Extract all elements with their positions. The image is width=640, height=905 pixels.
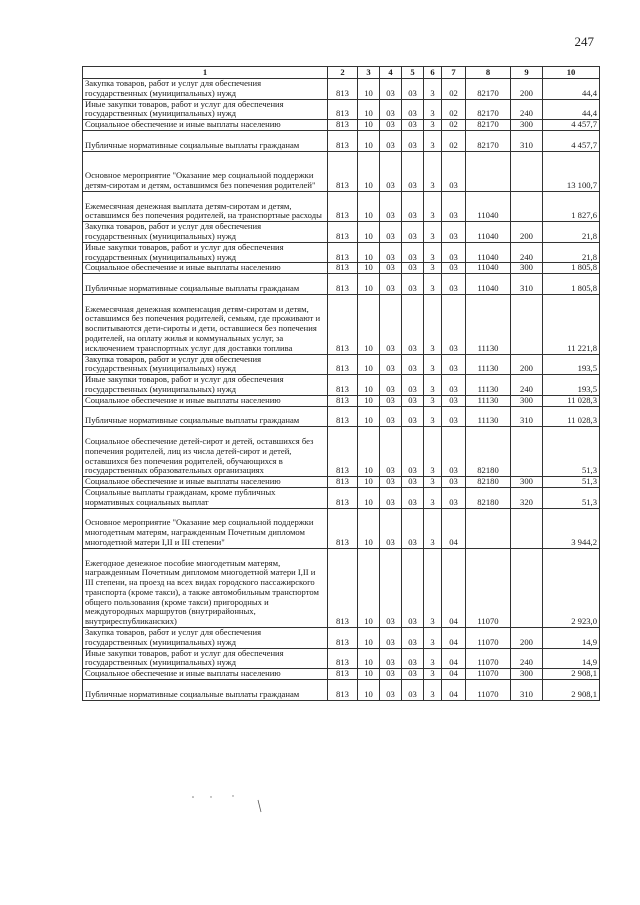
code-cell: 10 <box>358 151 380 191</box>
amount-cell: 51,3 <box>543 427 600 477</box>
code-cell: 11130 <box>466 406 511 427</box>
code-cell: 3 <box>424 191 442 221</box>
code-cell: 10 <box>358 648 380 669</box>
row-name-cell: Социальное обеспечение и иные выплаты населению <box>83 669 328 680</box>
code-cell: 03 <box>402 79 424 100</box>
code-cell: 3 <box>424 222 442 243</box>
row-name-cell: Закупка товаров, работ и услуг для обеспечения государственных (муниципальных) нужд <box>83 222 328 243</box>
code-cell: 03 <box>402 130 424 151</box>
code-cell: 03 <box>402 375 424 396</box>
code-cell: 813 <box>328 191 358 221</box>
code-cell: 300 <box>511 477 543 488</box>
code-cell: 813 <box>328 477 358 488</box>
amount-cell: 4 457,7 <box>543 120 600 131</box>
code-cell: 03 <box>442 477 466 488</box>
code-cell: 11040 <box>466 222 511 243</box>
code-cell: 03 <box>380 120 402 131</box>
code-cell: 3 <box>424 669 442 680</box>
amount-cell: 14,9 <box>543 648 600 669</box>
code-cell: 10 <box>358 406 380 427</box>
code-cell: 03 <box>402 628 424 649</box>
row-name-cell: Социальное обеспечение и иные выплаты населению <box>83 395 328 406</box>
code-cell: 813 <box>328 120 358 131</box>
code-cell: 03 <box>380 99 402 120</box>
amount-cell: 2 923,0 <box>543 548 600 627</box>
code-cell: 813 <box>328 294 358 354</box>
code-cell: 03 <box>402 508 424 548</box>
code-cell: 813 <box>328 487 358 508</box>
code-cell: 03 <box>442 242 466 263</box>
code-cell: 10 <box>358 222 380 243</box>
code-cell: 240 <box>511 242 543 263</box>
code-cell: 03 <box>442 151 466 191</box>
amount-cell: 3 944,2 <box>543 508 600 548</box>
code-cell: 813 <box>328 130 358 151</box>
code-cell: 3 <box>424 477 442 488</box>
code-cell: 03 <box>442 395 466 406</box>
code-cell: 10 <box>358 477 380 488</box>
header-cell: 8 <box>466 67 511 79</box>
code-cell: 3 <box>424 242 442 263</box>
code-cell: 03 <box>402 406 424 427</box>
code-cell: 240 <box>511 99 543 120</box>
code-cell: 03 <box>402 222 424 243</box>
code-cell: 3 <box>424 79 442 100</box>
scan-speck <box>210 796 211 797</box>
amount-cell: 1 805,8 <box>543 274 600 295</box>
amount-cell: 14,9 <box>543 628 600 649</box>
code-cell: 10 <box>358 354 380 375</box>
scan-speck <box>192 796 194 798</box>
code-cell: 03 <box>380 242 402 263</box>
code-cell: 200 <box>511 628 543 649</box>
code-cell: 3 <box>424 648 442 669</box>
amount-cell: 11 221,8 <box>543 294 600 354</box>
code-cell: 300 <box>511 263 543 274</box>
code-cell: 813 <box>328 222 358 243</box>
code-cell: 03 <box>402 274 424 295</box>
code-cell: 10 <box>358 548 380 627</box>
header-cell: 9 <box>511 67 543 79</box>
code-cell: 82180 <box>466 427 511 477</box>
code-cell: 813 <box>328 669 358 680</box>
code-cell: 03 <box>402 548 424 627</box>
header-cell: 10 <box>543 67 600 79</box>
code-cell: 3 <box>424 427 442 477</box>
code-cell: 3 <box>424 487 442 508</box>
code-cell: 03 <box>380 406 402 427</box>
code-cell: 03 <box>402 120 424 131</box>
code-cell: 03 <box>442 222 466 243</box>
code-cell: 813 <box>328 648 358 669</box>
code-cell: 200 <box>511 354 543 375</box>
code-cell: 04 <box>442 669 466 680</box>
code-cell: 03 <box>380 669 402 680</box>
code-cell: 813 <box>328 354 358 375</box>
code-cell: 10 <box>358 79 380 100</box>
code-cell: 320 <box>511 487 543 508</box>
code-cell: 04 <box>442 648 466 669</box>
code-cell: 3 <box>424 263 442 274</box>
amount-cell: 2 908,1 <box>543 680 600 701</box>
code-cell: 03 <box>442 354 466 375</box>
code-cell: 03 <box>380 294 402 354</box>
row-name-cell: Основное мероприятие "Оказание мер социальной поддержки многодетным матерям, награжденным Почетным дипломом многодетной матери I,II и III степени" <box>83 508 328 548</box>
code-cell: 03 <box>402 487 424 508</box>
code-cell: 813 <box>328 151 358 191</box>
code-cell: 03 <box>402 294 424 354</box>
code-cell: 10 <box>358 242 380 263</box>
code-cell: 11130 <box>466 354 511 375</box>
code-cell: 03 <box>380 222 402 243</box>
amount-cell: 1 827,6 <box>543 191 600 221</box>
row-name-cell: Иные закупки товаров, работ и услуг для обеспечения государственных (муниципальных) нужд <box>83 99 328 120</box>
code-cell: 3 <box>424 130 442 151</box>
code-cell: 11040 <box>466 274 511 295</box>
header-cell: 5 <box>402 67 424 79</box>
code-cell: 03 <box>380 354 402 375</box>
code-cell: 310 <box>511 406 543 427</box>
code-cell: 03 <box>402 99 424 120</box>
code-cell: 300 <box>511 120 543 131</box>
code-cell: 03 <box>380 191 402 221</box>
code-cell: 03 <box>380 130 402 151</box>
code-cell: 11040 <box>466 191 511 221</box>
row-name-cell: Иные закупки товаров, работ и услуг для обеспечения государственных (муниципальных) нужд <box>83 242 328 263</box>
code-cell: 03 <box>402 151 424 191</box>
code-cell: 03 <box>442 487 466 508</box>
code-cell: 10 <box>358 427 380 477</box>
code-cell: 11130 <box>466 294 511 354</box>
row-name-cell: Публичные нормативные социальные выплаты гражданам <box>83 130 328 151</box>
code-cell: 03 <box>380 648 402 669</box>
code-cell: 813 <box>328 406 358 427</box>
row-name-cell: Публичные нормативные социальные выплаты гражданам <box>83 406 328 427</box>
code-cell: 10 <box>358 680 380 701</box>
header-cell: 1 <box>83 67 328 79</box>
code-cell: 3 <box>424 375 442 396</box>
code-cell: 02 <box>442 99 466 120</box>
code-cell: 310 <box>511 680 543 701</box>
code-cell: 10 <box>358 375 380 396</box>
code-cell: 03 <box>380 680 402 701</box>
code-cell: 03 <box>442 263 466 274</box>
header-cell: 2 <box>328 67 358 79</box>
code-cell: 10 <box>358 294 380 354</box>
code-cell: 82170 <box>466 99 511 120</box>
row-name-cell: Иные закупки товаров, работ и услуг для обеспечения государственных (муниципальных) нужд <box>83 648 328 669</box>
header-cell: 6 <box>424 67 442 79</box>
code-cell: 3 <box>424 508 442 548</box>
code-cell: 10 <box>358 395 380 406</box>
code-cell: 310 <box>511 274 543 295</box>
code-cell: 02 <box>442 79 466 100</box>
row-name-cell: Социальное обеспечение детей-сирот и детей, оставшихся без попечения родителей, лиц из числа детей-сирот и детей, оставшихся без попечения родителей, обучающихся в государственных образовательных организациях <box>83 427 328 477</box>
code-cell: 10 <box>358 99 380 120</box>
code-cell: 02 <box>442 130 466 151</box>
amount-cell: 21,8 <box>543 242 600 263</box>
code-cell: 03 <box>402 191 424 221</box>
code-cell: 03 <box>442 427 466 477</box>
code-cell: 04 <box>442 680 466 701</box>
code-cell: 10 <box>358 120 380 131</box>
amount-cell: 21,8 <box>543 222 600 243</box>
row-name-cell: Закупка товаров, работ и услуг для обеспечения государственных (муниципальных) нужд <box>83 79 328 100</box>
code-cell: 3 <box>424 151 442 191</box>
code-cell: 813 <box>328 628 358 649</box>
row-name-cell: Социальное обеспечение и иные выплаты населению <box>83 263 328 274</box>
code-cell: 10 <box>358 508 380 548</box>
code-cell: 03 <box>380 548 402 627</box>
code-cell: 813 <box>328 274 358 295</box>
code-cell: 11070 <box>466 628 511 649</box>
code-cell: 3 <box>424 406 442 427</box>
code-cell: 04 <box>442 628 466 649</box>
code-cell: 82180 <box>466 487 511 508</box>
code-cell: 11070 <box>466 548 511 627</box>
scan-speck <box>258 800 261 812</box>
row-name-cell: Ежемесячная денежная выплата детям-сиротам и детям, оставшимся без попечения родителей, на транспортные расходы <box>83 191 328 221</box>
row-name-cell: Закупка товаров, работ и услуг для обеспечения государственных (муниципальных) нужд <box>83 628 328 649</box>
row-name-cell: Закупка товаров, работ и услуг для обеспечения государственных (муниципальных) нужд <box>83 354 328 375</box>
code-cell: 03 <box>442 274 466 295</box>
row-name-cell: Публичные нормативные социальные выплаты гражданам <box>83 274 328 295</box>
code-cell: 03 <box>380 427 402 477</box>
amount-cell: 44,4 <box>543 99 600 120</box>
row-name-cell: Иные закупки товаров, работ и услуг для обеспечения государственных (муниципальных) нужд <box>83 375 328 396</box>
row-name-cell: Ежегодное денежное пособие многодетным матерям, награжденным Почетным дипломом многодетной матери I,II и III степени, на проезд на всех видах городского пассажирского транспорта (кроме такси), а также автомобильным транспортом общего пользования (кроме такси) пригородных и междугородных маршрутов (внутрирайонных, внутриреспубликанских) <box>83 548 328 627</box>
code-cell: 03 <box>380 395 402 406</box>
code-cell: 02 <box>442 120 466 131</box>
code-cell: 11130 <box>466 395 511 406</box>
code-cell: 03 <box>442 294 466 354</box>
code-cell: 813 <box>328 680 358 701</box>
amount-cell: 193,5 <box>543 375 600 396</box>
code-cell: 11070 <box>466 648 511 669</box>
code-cell: 3 <box>424 628 442 649</box>
code-cell: 10 <box>358 191 380 221</box>
code-cell: 82170 <box>466 79 511 100</box>
code-cell: 240 <box>511 648 543 669</box>
code-cell: 11130 <box>466 375 511 396</box>
code-cell: 300 <box>511 669 543 680</box>
amount-cell: 51,3 <box>543 487 600 508</box>
code-cell: 03 <box>402 648 424 669</box>
code-cell: 813 <box>328 548 358 627</box>
code-cell: 813 <box>328 99 358 120</box>
code-cell: 813 <box>328 375 358 396</box>
code-cell: 04 <box>442 508 466 548</box>
code-cell: 200 <box>511 222 543 243</box>
amount-cell: 11 028,3 <box>543 395 600 406</box>
code-cell: 03 <box>402 354 424 375</box>
code-cell: 3 <box>424 99 442 120</box>
code-cell: 813 <box>328 79 358 100</box>
row-name-cell: Социальные выплаты гражданам, кроме публичных нормативных социальных выплат <box>83 487 328 508</box>
code-cell: 03 <box>380 151 402 191</box>
amount-cell: 1 805,8 <box>543 263 600 274</box>
code-cell: 03 <box>380 274 402 295</box>
code-cell: 03 <box>402 263 424 274</box>
code-cell: 10 <box>358 487 380 508</box>
code-cell: 813 <box>328 395 358 406</box>
code-cell: 10 <box>358 130 380 151</box>
code-cell: 03 <box>402 669 424 680</box>
amount-cell: 2 908,1 <box>543 669 600 680</box>
amount-cell: 11 028,3 <box>543 406 600 427</box>
code-cell: 03 <box>380 375 402 396</box>
header-cell: 3 <box>358 67 380 79</box>
code-cell: 03 <box>402 242 424 263</box>
code-cell: 310 <box>511 130 543 151</box>
scan-speck <box>232 795 233 796</box>
code-cell: 03 <box>380 79 402 100</box>
code-cell: 240 <box>511 375 543 396</box>
row-name-cell: Публичные нормативные социальные выплаты гражданам <box>83 680 328 701</box>
code-cell: 11070 <box>466 669 511 680</box>
code-cell: 03 <box>380 263 402 274</box>
code-cell: 82180 <box>466 477 511 488</box>
code-cell: 200 <box>511 79 543 100</box>
row-name-cell: Основное мероприятие "Оказание мер социальной поддержки детям-сиротам и детям, оставшимся без попечения родителей" <box>83 151 328 191</box>
code-cell: 813 <box>328 242 358 263</box>
code-cell: 11070 <box>466 680 511 701</box>
row-name-cell: Социальное обеспечение и иные выплаты населению <box>83 477 328 488</box>
amount-cell: 44,4 <box>543 79 600 100</box>
code-cell: 04 <box>442 548 466 627</box>
row-name-cell: Социальное обеспечение и иные выплаты населению <box>83 120 328 131</box>
code-cell: 03 <box>402 395 424 406</box>
code-cell: 03 <box>402 477 424 488</box>
code-cell: 10 <box>358 263 380 274</box>
code-cell: 82170 <box>466 120 511 131</box>
amount-cell: 13 100,7 <box>543 151 600 191</box>
code-cell: 11040 <box>466 242 511 263</box>
code-cell: 300 <box>511 395 543 406</box>
code-cell: 03 <box>380 508 402 548</box>
code-cell: 03 <box>380 477 402 488</box>
amount-cell: 193,5 <box>543 354 600 375</box>
code-cell: 3 <box>424 274 442 295</box>
amount-cell: 51,3 <box>543 477 600 488</box>
code-cell: 03 <box>442 191 466 221</box>
code-cell: 3 <box>424 120 442 131</box>
code-cell: 03 <box>380 628 402 649</box>
row-name-cell: Ежемесячная денежная компенсация детям-сиротам и детям, оставшимся без попечения родителей, семьям, где проживают и воспитываются дети-сироты и дети, оставшиеся без попечения родителей, на оплату жилья и коммунальных услуг, за исключением транспортных услуг для доставки топлива <box>83 294 328 354</box>
code-cell: 3 <box>424 548 442 627</box>
code-cell: 82170 <box>466 130 511 151</box>
amount-cell: 4 457,7 <box>543 130 600 151</box>
code-cell: 813 <box>328 427 358 477</box>
code-cell: 10 <box>358 669 380 680</box>
code-cell: 03 <box>442 375 466 396</box>
page-number: 247 <box>574 34 594 49</box>
code-cell: 813 <box>328 508 358 548</box>
code-cell: 11040 <box>466 263 511 274</box>
code-cell: 3 <box>424 294 442 354</box>
code-cell: 03 <box>402 680 424 701</box>
header-cell: 7 <box>442 67 466 79</box>
code-cell: 03 <box>442 406 466 427</box>
code-cell: 3 <box>424 395 442 406</box>
code-cell: 03 <box>402 427 424 477</box>
code-cell: 10 <box>358 274 380 295</box>
code-cell: 03 <box>380 487 402 508</box>
code-cell: 3 <box>424 354 442 375</box>
code-cell: 813 <box>328 263 358 274</box>
header-cell: 4 <box>380 67 402 79</box>
code-cell: 3 <box>424 680 442 701</box>
code-cell: 10 <box>358 628 380 649</box>
